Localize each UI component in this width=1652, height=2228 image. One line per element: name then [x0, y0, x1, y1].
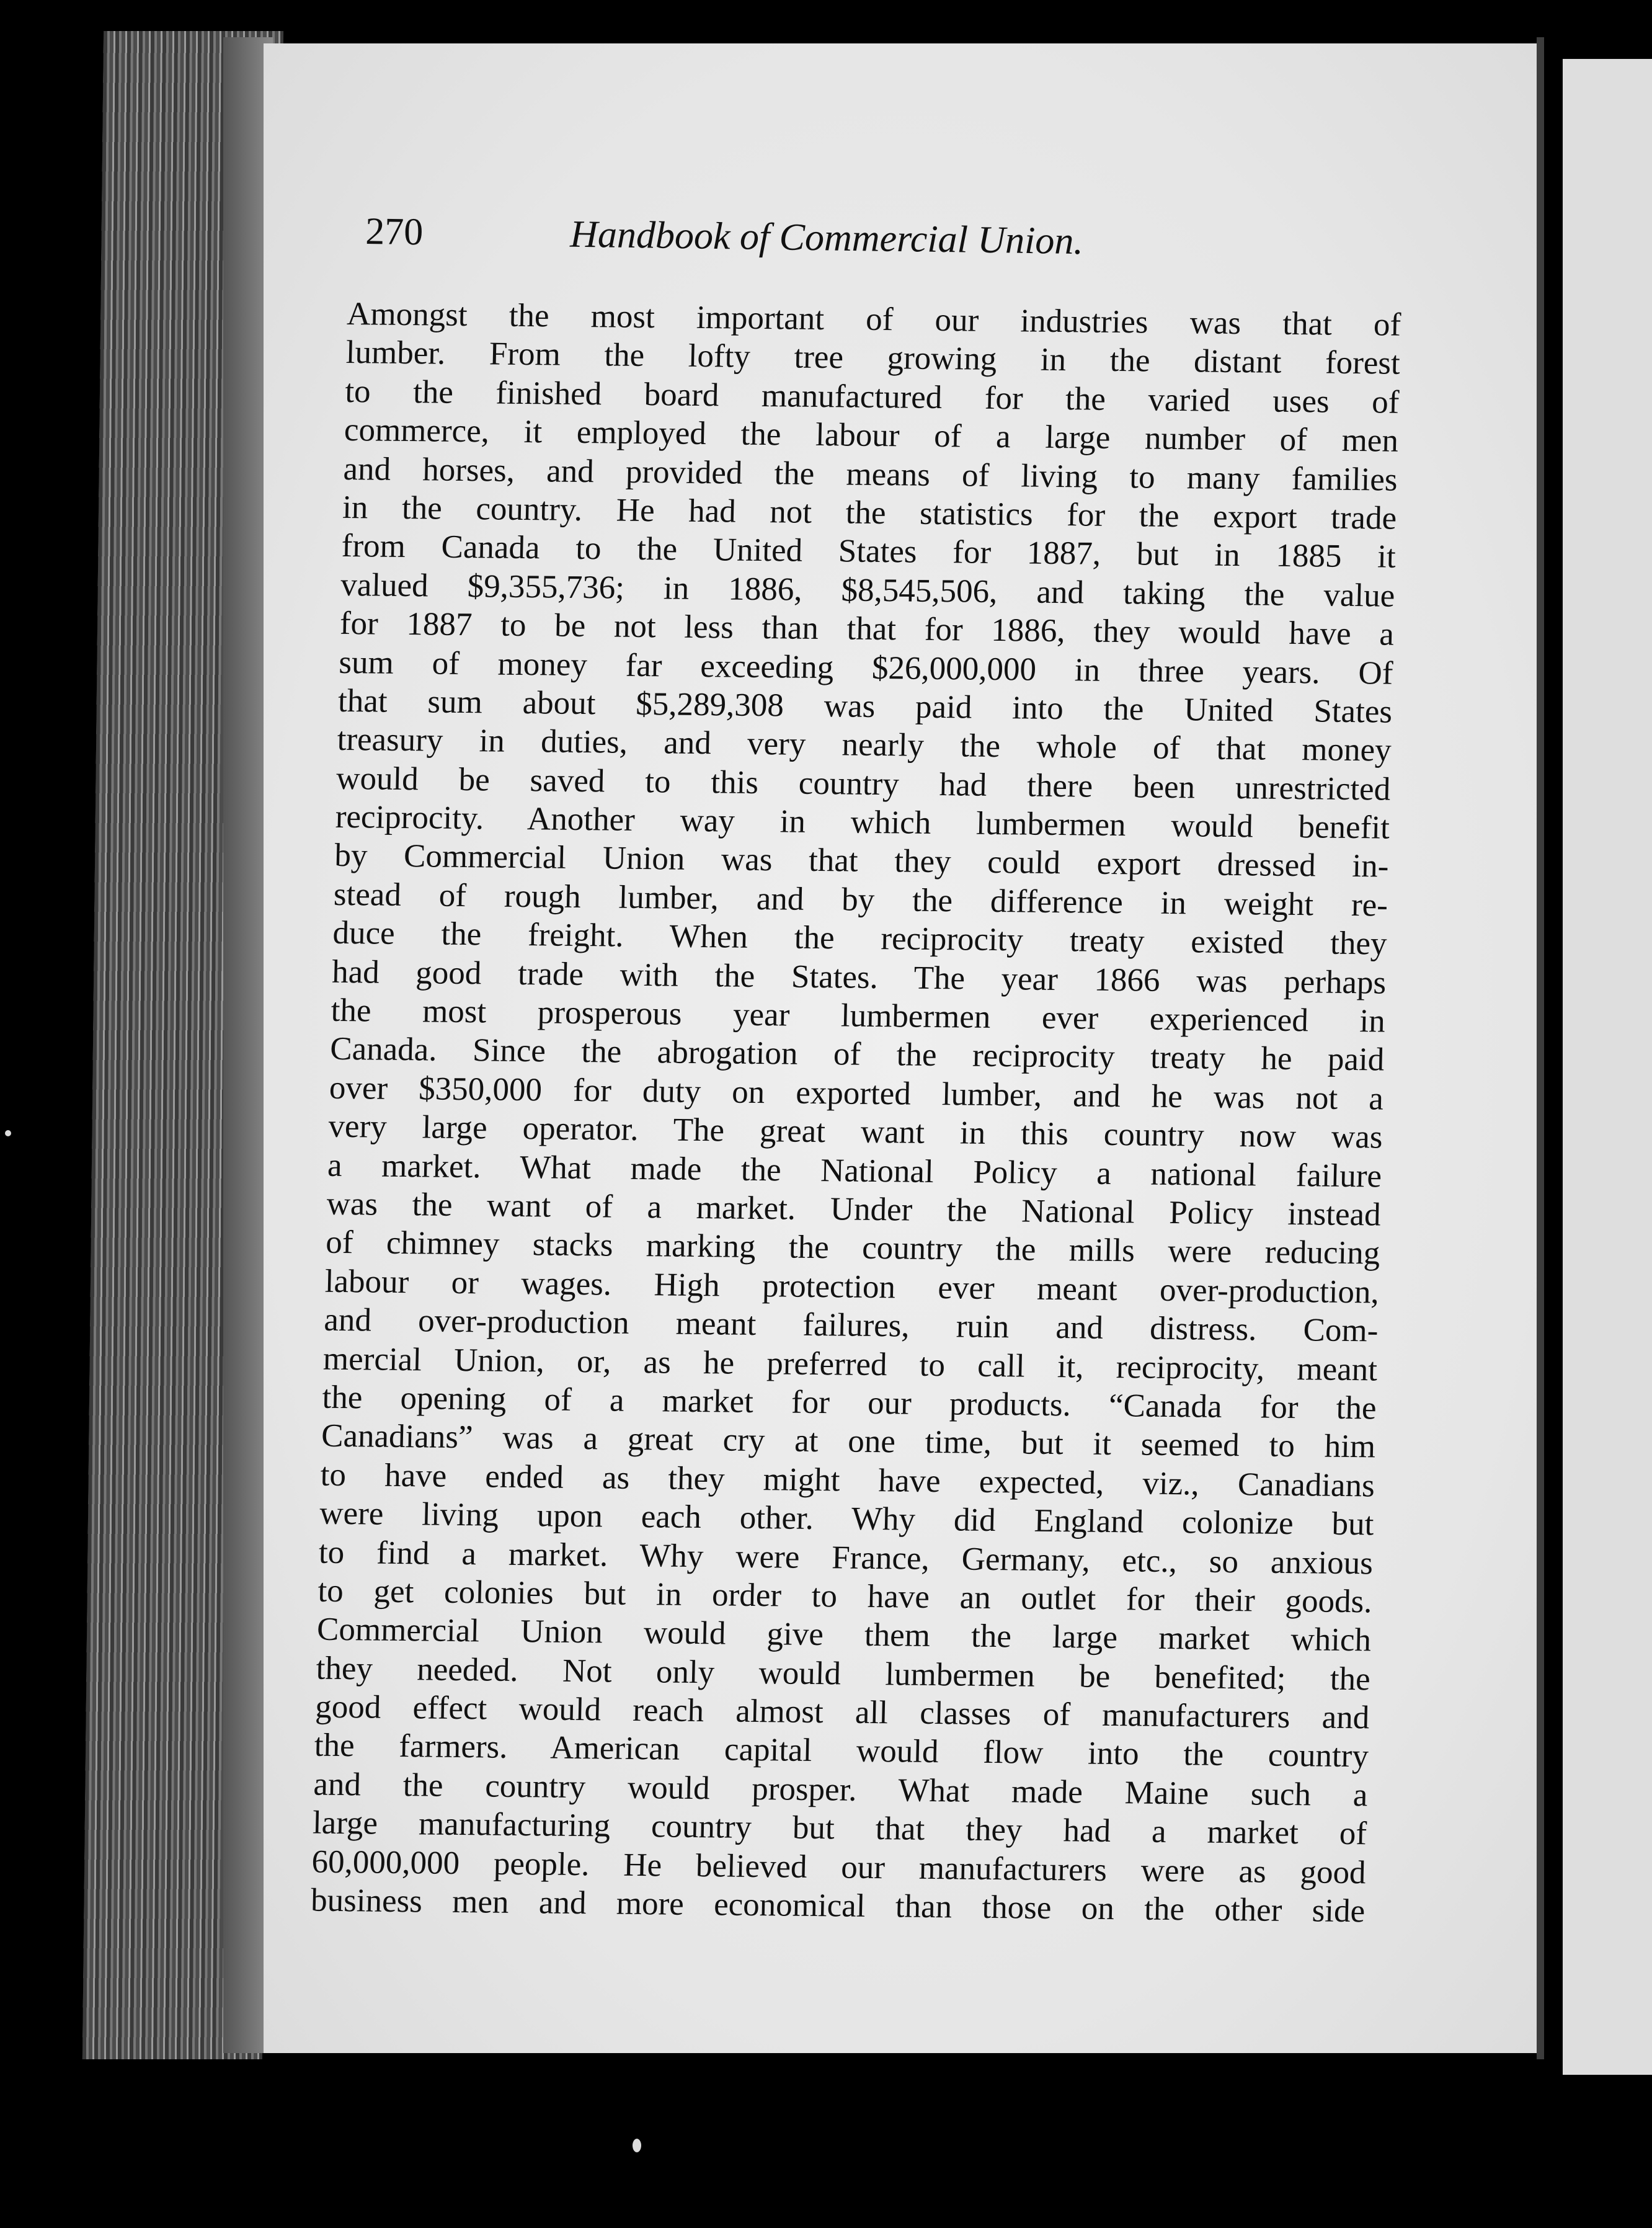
- text-line: Canada. Since the abrogation of the reciprocity treaty he paid: [329, 1031, 1385, 1078]
- text-line: and horses, and provided the means of living to many families: [342, 450, 1398, 498]
- text-line: to have ended as they might have expected, viz., Canadians: [320, 1456, 1375, 1504]
- text-line: Canadians” was a great cry at one time, but it seemed to him: [321, 1417, 1376, 1465]
- text-line: large manufacturing country but that they had a market of: [312, 1804, 1367, 1852]
- text-line: business men and more economical than those on the other side: [310, 1882, 1366, 1930]
- text-line: and the country would prosper. What made Maine such a: [313, 1766, 1369, 1814]
- text-line: in the country. He had not the statistics for the export trade: [342, 489, 1397, 537]
- text-line: good effect would reach almost all classes of manufacturers and: [314, 1688, 1370, 1736]
- running-title: Handbook of Commercial Union.: [569, 213, 1084, 263]
- text-line: a market. What made the National Policy a national failure: [327, 1147, 1382, 1195]
- text-line: Amongst the most important of our industries was that of: [346, 295, 1401, 343]
- text-line: to get colonies but in order to have an outlet for their goods.: [317, 1572, 1373, 1620]
- text-line: stead of rough lumber, and by the difference in weight re-: [333, 876, 1388, 924]
- text-line: for 1887 to be not less than that for 1886, they would have a: [339, 605, 1395, 653]
- text-line: the most prosperous year lumbermen ever experienced in: [331, 992, 1386, 1040]
- text-line: were living upon each other. Why did England colonize but: [319, 1495, 1374, 1543]
- text-line: would be saved to this country had there been unrestricted: [335, 760, 1391, 808]
- text-line: had good trade with the States. The year 1866 was perhaps: [331, 953, 1387, 1001]
- page-number: 270: [365, 210, 424, 254]
- text-line: the opening of a market for our products. “Canada for the: [322, 1379, 1377, 1427]
- running-header: [365, 198, 1233, 279]
- text-line: they needed. Not only would lumbermen be benefited; the: [316, 1650, 1371, 1698]
- text-line: the farmers. American capital would flow into the country: [314, 1727, 1369, 1775]
- text-line: Commercial Union would give them the large market which: [316, 1611, 1372, 1659]
- text-line: to the finished board manufactured for the varied uses of: [344, 373, 1400, 421]
- page-right-edge: [1537, 37, 1544, 2059]
- text-line: and over-production meant failures, ruin and distress. Com-: [323, 1301, 1379, 1349]
- text-line: duce the freight. When the reciprocity treaty existed they: [332, 915, 1388, 962]
- text-line: sum of money far exceeding $26,000,000 in three years. Of: [338, 644, 1394, 692]
- text-line: of chimney stacks marking the country the mills were reducing: [325, 1224, 1380, 1272]
- scan-speck: [633, 2139, 641, 2152]
- scan-speck: [5, 1130, 11, 1136]
- text-line: commerce, it employed the labour of a large number of men: [344, 412, 1399, 459]
- text-line: over $350,000 for duty on exported lumber, and he was not a: [329, 1069, 1384, 1117]
- text-line: very large operator. The great want in this country now was: [327, 1108, 1383, 1156]
- text-line: lumber. From the lofty tree growing in the distant forest: [345, 334, 1401, 382]
- body-paragraph: [311, 295, 1401, 1931]
- text-line: 60,000,000 people. He believed our manufacturers were as good: [311, 1843, 1367, 1891]
- text-line: that sum about $5,289,308 was paid into the United States: [337, 682, 1393, 730]
- text-line: reciprocity. Another way in which lumbermen would benefit: [335, 798, 1390, 846]
- text-line: treasury in duties, and very nearly the whole of that money: [337, 721, 1392, 769]
- text-line: from Canada to the United States for 1887, but in 1885 it: [341, 528, 1397, 576]
- facing-page-edge: [1563, 59, 1652, 2075]
- text-line: mercial Union, or, as he preferred to call it, reciprocity, meant: [322, 1340, 1378, 1388]
- text-line: to find a market. Why were France, Germany, etc., so anxious: [318, 1534, 1374, 1581]
- text-line: by Commercial Union was that they could export dressed in-: [334, 837, 1390, 885]
- text-line: valued $9,355,736; in 1886, $8,545,506, and taking the value: [340, 566, 1395, 614]
- text-line: was the want of a market. Under the National Policy instead: [326, 1185, 1382, 1233]
- text-line: labour or wages. High protection ever meant over-production,: [324, 1263, 1380, 1311]
